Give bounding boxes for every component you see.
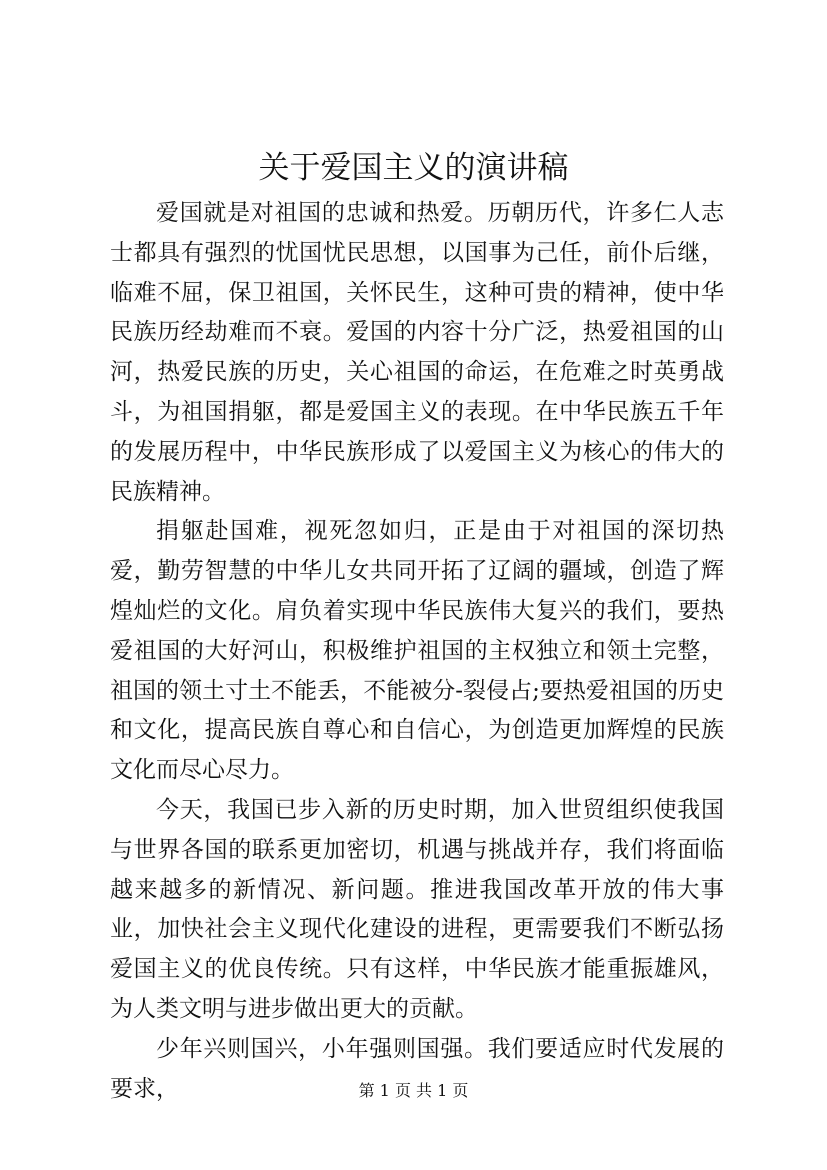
paragraph-2: 捐躯赴国难，视死忽如归，正是由于对祖国的深切热爱，勤劳智慧的中华儿女共同开拓了辽阔的疆域，创造了辉煌灿烂的文化。肩负着实现中华民族伟大复兴的我们，要热爱祖国的大好河山，积极维护祖国的主权独立和领土完整，祖国的领土寸土不能丢，不能被分-裂侵占;要热爱祖国的历史和文化，提高民族自尊心和自信心，为创造更加辉煌的民族文化而尽心尽力。: [110, 518, 724, 784]
document-body: [110, 194, 724, 1109]
page-footer: 第 1 页 共 1 页: [358, 1081, 469, 1100]
paragraph-4: 少年兴则国兴，小年强则国强。我们要适应时代发展的要求，: [110, 1035, 724, 1102]
paragraph-1: 爱国就是对祖国的忠诚和热爱。历朝历代，许多仁人志士都具有强烈的忧国忧民思想，以国事为己任，前仆后继，临难不屈，保卫祖国，关怀民生，这种可贵的精神，使中华民族历经劫难而不衰。爱国的内容十分广泛，热爱祖国的山河，热爱民族的历史，关心祖国的命运，在危难之时英勇战斗，为祖国捐躯，都是爱国主义的表现。在中华民族五千年的发展历程中，中华民族形成了以爱国主义为核心的伟大的民族精神。: [110, 200, 724, 505]
paragraph-3: 今天，我国已步入新的历史时期，加入世贸组织使我国与世界各国的联系更加密切，机遇与挑战并存，我们将面临越来越多的新情况、新问题。推进我国改革开放的伟大事业，加快社会主义现代化建设的进程，更需要我们不断弘扬爱国主义的优良传统。只有这样，中华民族才能重振雄风，为人类文明与进步做出更大的贡献。: [110, 796, 724, 1022]
page-title: 关于爱国主义的演讲稿: [258, 150, 569, 186]
